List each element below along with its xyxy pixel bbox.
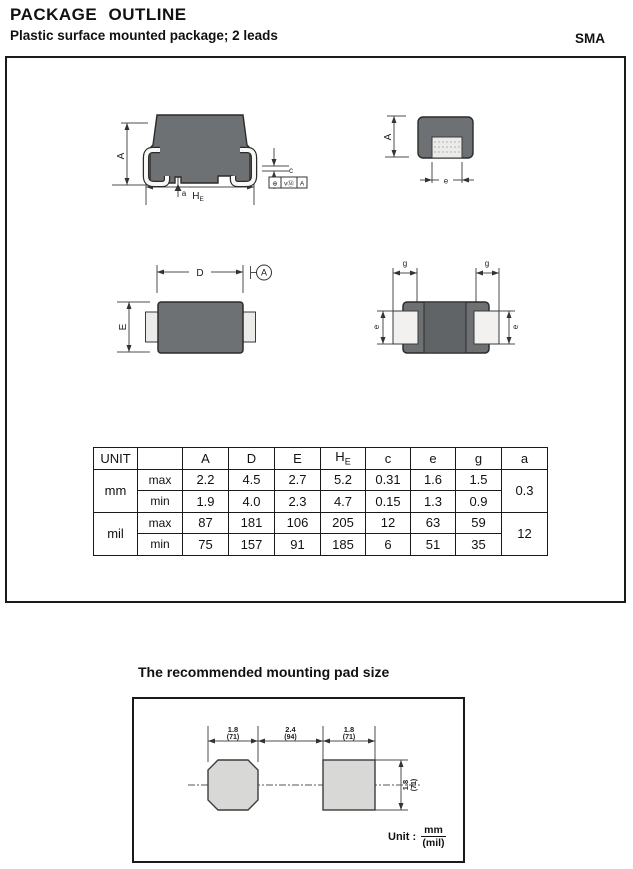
dim-label-e-right: e xyxy=(511,324,520,330)
table-row-mm-max xyxy=(94,469,548,491)
table-cell: 6 xyxy=(366,534,411,556)
dim-label-g-right: g xyxy=(484,259,490,268)
svg-text:(71): (71) xyxy=(342,734,356,741)
unit-mm: mm xyxy=(94,469,138,512)
header-blank xyxy=(138,448,183,470)
page-subtitle: Plastic surface mounted package; 2 leads xyxy=(10,28,278,43)
table-cell: 0.31 xyxy=(366,469,411,491)
table-row-mil-min xyxy=(94,534,548,556)
dim-label-HE: $H_E$ xyxy=(192,191,204,203)
header-HE: $H_E$ xyxy=(321,448,366,470)
table-cell: 75 xyxy=(183,534,229,556)
package-body-top xyxy=(158,302,243,353)
header-a: a xyxy=(502,448,548,470)
table-cell-mm-a: 0.3 xyxy=(502,469,548,512)
table-cell: 0.15 xyxy=(366,491,411,513)
svg-text:(71): (71) xyxy=(411,778,418,792)
terminal-pad-left xyxy=(393,311,418,344)
end-view-drawing xyxy=(375,95,490,210)
dim-label-E: E xyxy=(118,323,129,331)
header-D: D xyxy=(229,448,275,470)
table-cell: 1.3 xyxy=(411,491,456,513)
mounting-pad-title: The recommended mounting pad size xyxy=(138,664,390,680)
page-title: PACKAGE OUTLINE xyxy=(10,5,187,24)
side-view-drawing xyxy=(108,98,323,213)
package-body-side xyxy=(150,115,250,183)
table-cell: 106 xyxy=(275,512,321,534)
lead-tab-right xyxy=(243,312,256,342)
table-cell: 91 xyxy=(275,534,321,556)
pad-dim-mid xyxy=(284,725,296,741)
table-cell: 63 xyxy=(411,512,456,534)
table-cell: 4.7 xyxy=(321,491,366,513)
table-cell: 0.9 xyxy=(456,491,502,513)
table-cell: 157 xyxy=(229,534,275,556)
unit-mil: mil xyxy=(94,512,138,555)
unit-mm: mm xyxy=(421,824,446,837)
table-cell: 2.7 xyxy=(275,469,321,491)
dim-label-A: A xyxy=(116,152,127,160)
table-cell: 59 xyxy=(456,512,502,534)
row-label-max: max xyxy=(138,469,183,491)
tolerance-frame-datum: A xyxy=(299,180,305,188)
table-cell: 1.5 xyxy=(456,469,502,491)
dim-label-e-end: e xyxy=(443,176,449,186)
svg-text:(71): (71) xyxy=(226,734,240,741)
tolerance-frame-symbol: ⊕ xyxy=(272,180,278,188)
svg-text:1.8: 1.8 xyxy=(227,725,239,734)
mount-pad-left xyxy=(208,760,258,810)
tolerance-frame xyxy=(269,177,307,188)
dim-label-a: a xyxy=(181,189,187,198)
table-cell: 4.0 xyxy=(229,491,275,513)
top-view-drawing xyxy=(105,255,285,365)
bottom-view-drawing xyxy=(368,250,530,362)
dim-label-A-end: A xyxy=(383,133,394,141)
unit-mil: (mil) xyxy=(422,837,445,850)
unit-fraction xyxy=(421,824,446,849)
row-label-max: max xyxy=(138,512,183,534)
dim-label-c: c xyxy=(289,166,293,175)
table-cell: 2.2 xyxy=(183,469,229,491)
table-row-mil-max xyxy=(94,512,548,534)
table-cell: 4.5 xyxy=(229,469,275,491)
dim-label-D: D xyxy=(196,268,204,279)
row-label-min: min xyxy=(138,491,183,513)
header-A: A xyxy=(183,448,229,470)
table-cell: 35 xyxy=(456,534,502,556)
header-c: c xyxy=(366,448,411,470)
svg-text:2.4: 2.4 xyxy=(285,725,296,734)
table-cell: 181 xyxy=(229,512,275,534)
table-cell: 5.2 xyxy=(321,469,366,491)
table-cell: 51 xyxy=(411,534,456,556)
table-cell-mil-a: 12 xyxy=(502,512,548,555)
row-label-min: min xyxy=(138,534,183,556)
table-row-mm-min xyxy=(94,491,548,513)
pad-dim-right xyxy=(343,725,355,741)
unit-note xyxy=(388,824,446,849)
tolerance-frame-value: vⓂ xyxy=(284,180,294,188)
header-g: g xyxy=(456,448,502,470)
lead-tab-left xyxy=(146,312,159,342)
svg-text:1.8: 1.8 xyxy=(401,779,410,791)
dimension-table xyxy=(93,447,548,556)
dim-label-e-left: e xyxy=(372,324,381,330)
datum-label-A: A xyxy=(260,267,268,278)
header-unit: UNIT xyxy=(94,448,138,470)
table-cell: 1.9 xyxy=(183,491,229,513)
unit-label: Unit : xyxy=(388,830,417,843)
svg-text:(94): (94) xyxy=(284,734,297,741)
pad-dim-vertical xyxy=(401,779,418,791)
table-header-row xyxy=(94,448,548,470)
header-E: E xyxy=(275,448,321,470)
table-cell: 12 xyxy=(366,512,411,534)
table-cell: 185 xyxy=(321,534,366,556)
table-cell: 2.3 xyxy=(275,491,321,513)
pad-dim-left xyxy=(227,725,239,741)
package-code: SMA xyxy=(575,31,605,46)
package-body-center xyxy=(424,302,466,353)
table-cell: 1.6 xyxy=(411,469,456,491)
table-cell: 87 xyxy=(183,512,229,534)
svg-text:1.8: 1.8 xyxy=(343,725,355,734)
table-cell: 205 xyxy=(321,512,366,534)
dim-label-g-left: g xyxy=(402,259,408,268)
terminal-pad-right xyxy=(474,311,499,344)
header-e: e xyxy=(411,448,456,470)
mount-pad-right xyxy=(323,760,375,810)
